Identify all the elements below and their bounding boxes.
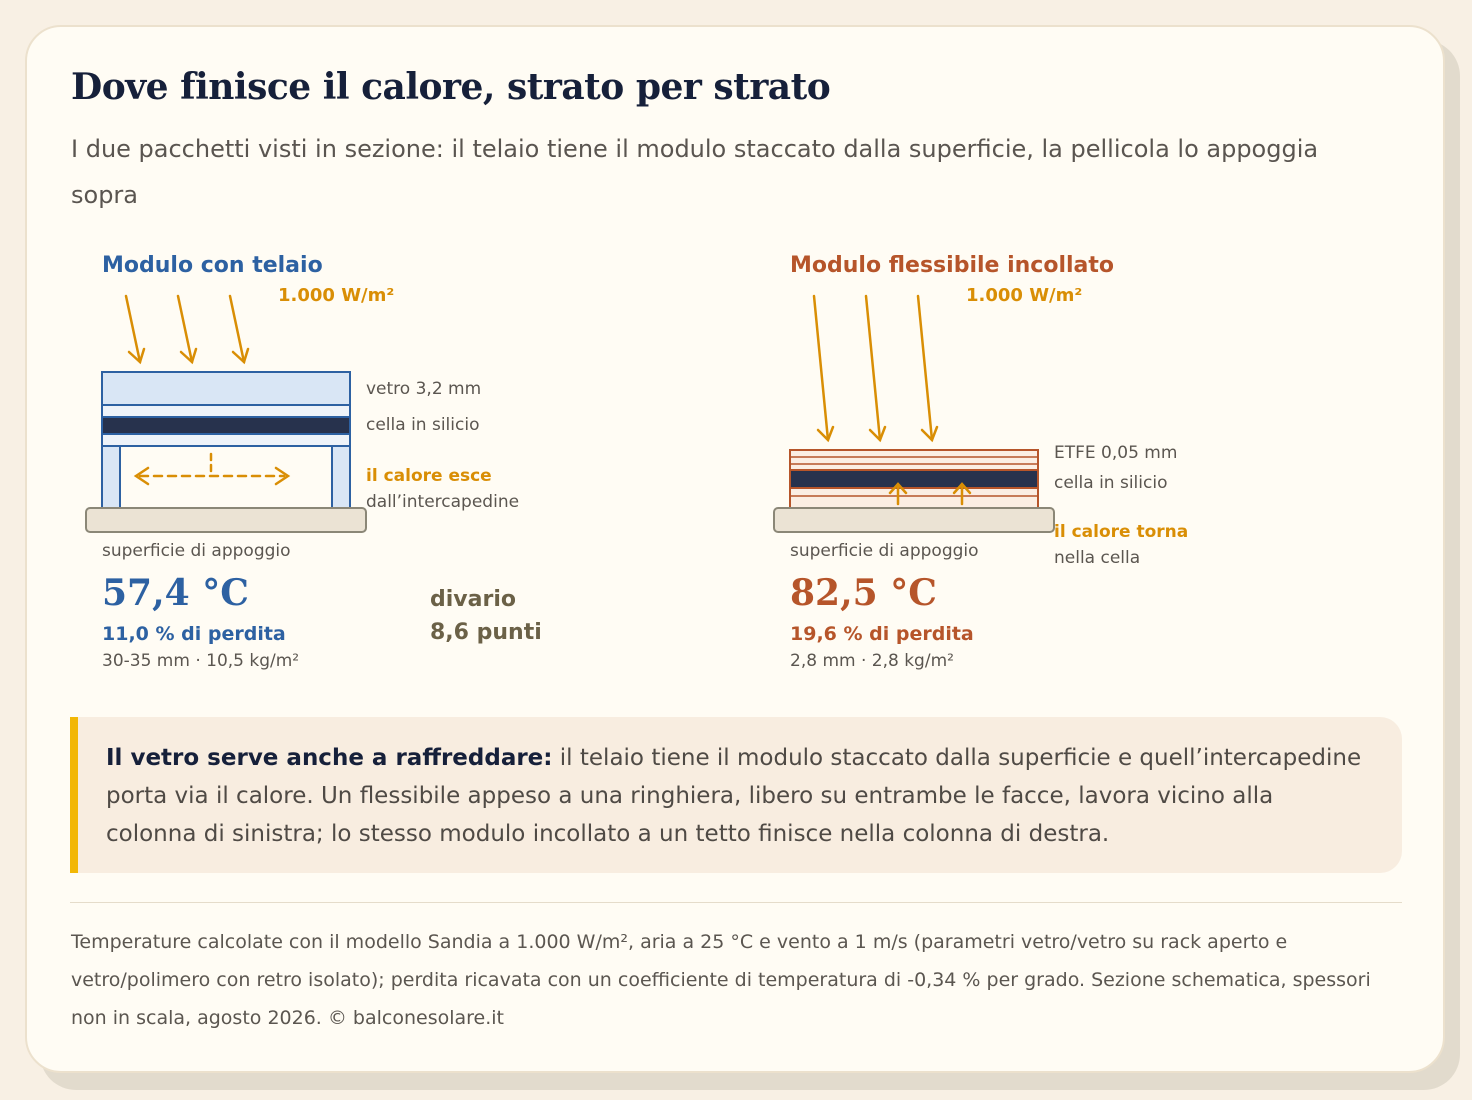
gap-value: 8,6 punti — [430, 620, 542, 645]
support-surface-right — [774, 508, 1054, 532]
callout-box — [70, 717, 1402, 873]
cell-layer-label-right: cella in silicio — [1054, 473, 1168, 493]
callout-text: il telaio tiene il modulo staccato dalla superficie e quell’intercapedine porta via il calore. Un flessibile appeso a una ringhiera, libero su entrambe le facce, lavora vicino alla colonna di sinistra; lo stesso modulo incollato a un tetto finisce nella colonna di destra. — [106, 745, 1362, 847]
framed-module-diagram — [86, 296, 366, 532]
encapsulant-layer — [102, 405, 350, 417]
sun-ray — [866, 296, 880, 440]
glass-layer-label: vetro 3,2 mm — [366, 379, 482, 399]
heat-escape-label-2: dall’intercapedine — [366, 492, 520, 512]
footnote: Temperature calcolate con il modello Sandia a 1.000 W/m², aria a 25 °C e vento a 1 m/s (parametri vetro/vetro su rack aperto e vetro/polimero con retro isolato); perdita ricavata con un coefficiente di temperatura di -0,34 % per grado. Sezione schematica, spessori non in scala, agosto 2026. © balconesolare.it — [71, 931, 1371, 1029]
frame-leg-left — [102, 446, 120, 508]
temperature-value-left: 57,4 °C — [102, 572, 249, 614]
etfe-layer-label: ETFE 0,05 mm — [1054, 443, 1178, 463]
backsheet-layer-flex — [790, 488, 1038, 508]
sun-ray — [918, 296, 932, 440]
cell-layer-label-left: cella in silicio — [366, 415, 480, 435]
framed-module-title: Modulo con telaio — [102, 253, 323, 278]
sun-ray-head — [870, 427, 885, 440]
etfe-layer — [790, 450, 1038, 470]
heat-escape-arrows — [136, 454, 288, 484]
heat-return-label-2: nella cella — [1054, 548, 1141, 568]
flexible-module-title: Modulo flessibile incollato — [790, 253, 1115, 278]
sun-ray-head — [818, 427, 833, 440]
flexible-module-diagram — [774, 296, 1054, 532]
backsheet-layer — [102, 434, 350, 446]
heat-return-label: il calore torna — [1054, 522, 1189, 542]
sun-ray-head — [922, 427, 937, 440]
surface-label-left: superficie di appoggio — [102, 541, 291, 561]
heat-escape-label: il calore esce — [366, 466, 492, 486]
callout-lead: Il vetro serve anche a raffreddare: — [106, 745, 553, 771]
sun-rays-left — [126, 296, 248, 362]
irradiance-label-left: 1.000 W/m² — [278, 285, 395, 306]
temperature-value-right: 82,5 °C — [790, 572, 937, 614]
silicon-cell-layer — [102, 417, 350, 434]
irradiance-label-right: 1.000 W/m² — [966, 285, 1083, 306]
gap-label: divario — [430, 587, 516, 612]
support-surface-left — [86, 508, 366, 532]
loss-value-right: 19,6 % di perdita — [790, 623, 974, 645]
sun-rays-right — [814, 296, 937, 440]
spec-value-right: 2,8 mm · 2,8 kg/m² — [790, 651, 954, 671]
spec-value-left: 30-35 mm · 10,5 kg/m² — [102, 651, 300, 671]
surface-label-right: superficie di appoggio — [790, 541, 979, 561]
page-title: Dove finisce il calore, strato per strato — [71, 66, 831, 108]
divider — [70, 902, 1402, 903]
loss-value-left: 11,0 % di perdita — [102, 623, 286, 645]
silicon-cell-layer-flex — [790, 470, 1038, 488]
page-subtitle: I due pacchetti visti in sezione: il telaio tiene il modulo staccato dalla superficie, la pellicola lo appoggia sopra — [71, 135, 1319, 209]
frame-leg-right — [332, 446, 350, 508]
sun-ray — [814, 296, 828, 440]
glass-layer — [102, 372, 350, 405]
